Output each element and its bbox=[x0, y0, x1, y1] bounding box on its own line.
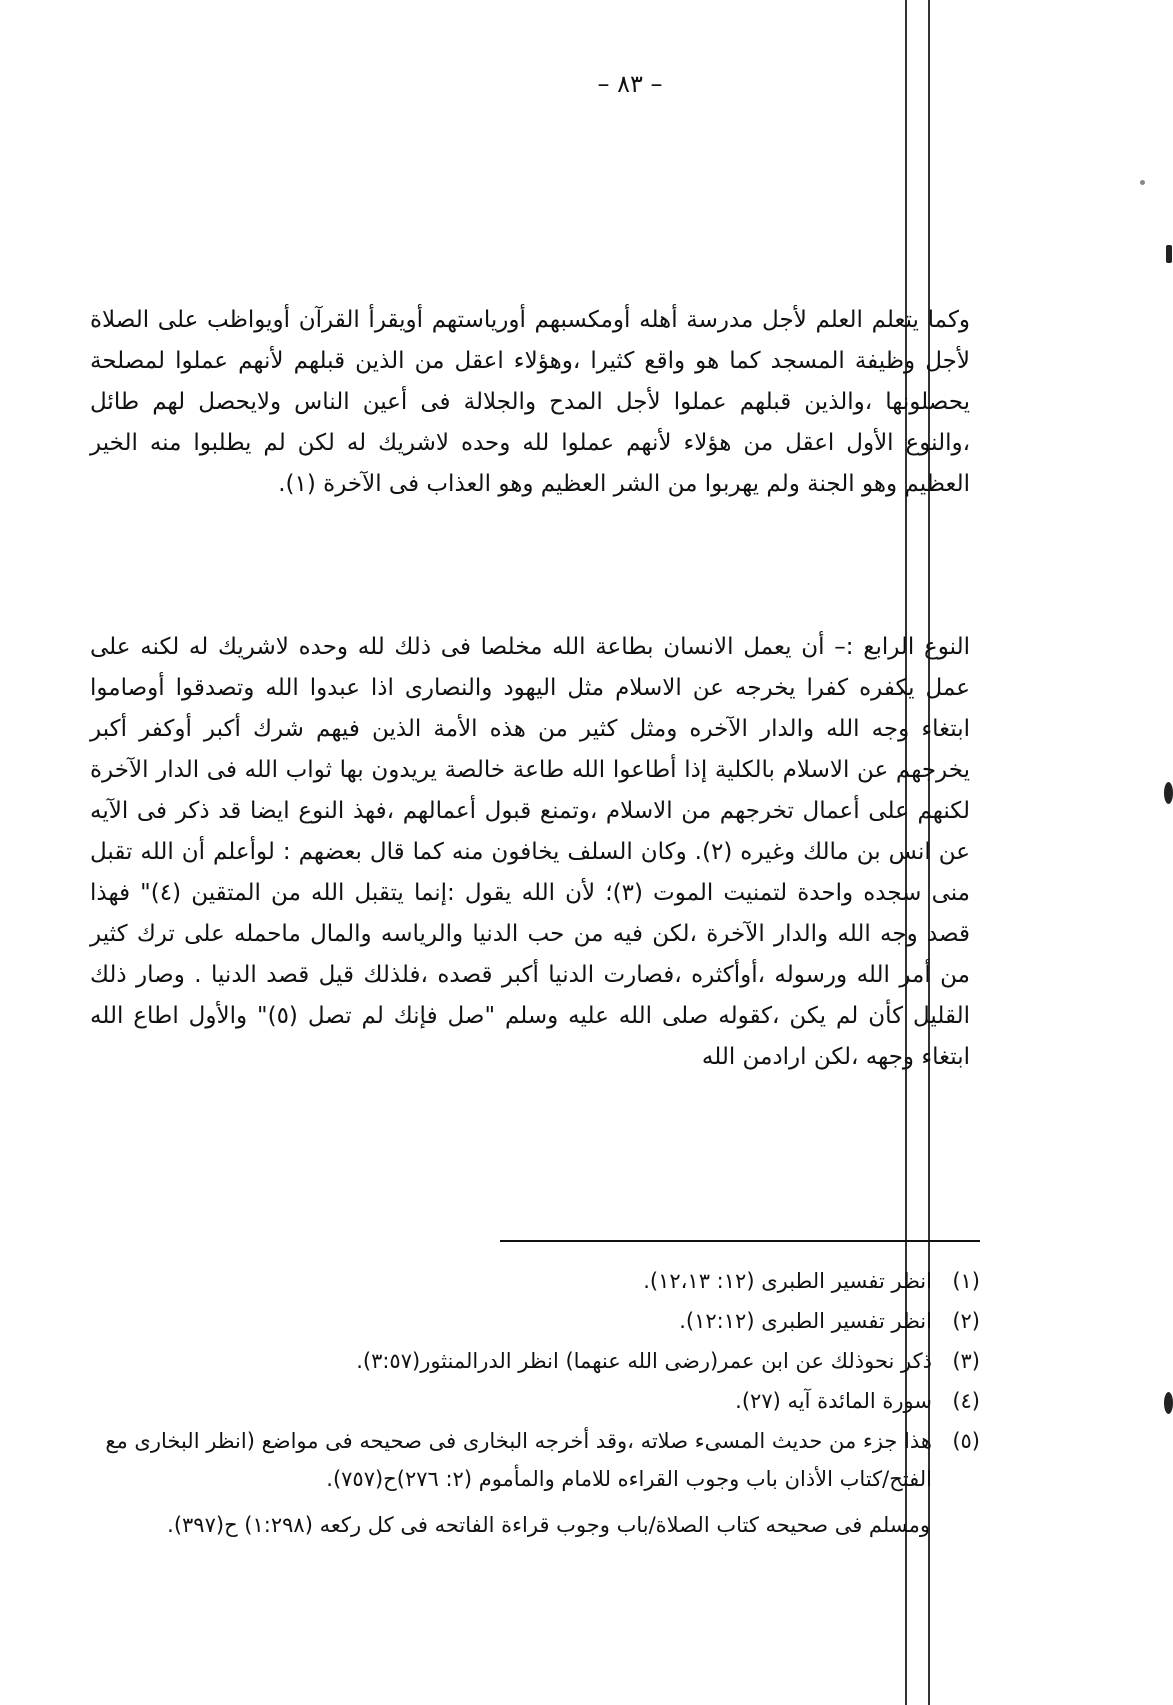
footnote-text: هذا جزء من حديث المسىء صلاته ،وقد أخرجه البخارى فى صحيحه فى مواضع (انظر البخارى مع الفتح/كتاب الأذان باب وجوب القراءه للامام والمأموم (٢: ٢٧٦)ح(٧٥٧). bbox=[105, 1429, 932, 1491]
paragraph-1: وكما يتعلم العلم لأجل مدرسة أهله أومكسبهم أورياستهم أويقرأ القرآن أويواظب على الصلاة لأجل وظيفة المسجد كما هو واقع كثيرا ،وهؤلاء اعقل من الذين قبلهم لأنهم عملوا لمصلحة يحصلونها ،والذين قبلهم عملوا لأجل المدح والجلالة فى أعين الناس ولايحصل لهم طائل ،والنوع الأول اعقل من هؤلاء لأنهم عملوا لله وحده لاشريك له لكن لم يطلبوا منه الخير العظيم وهو الجنة ولم يهربوا من الشر العظيم وهو العذاب فى الآخرة (١). bbox=[90, 307, 970, 497]
scan-speck bbox=[1164, 782, 1173, 804]
page-number: – ٨٣ – bbox=[597, 70, 663, 98]
footnote-number: (٣) bbox=[952, 1349, 980, 1373]
footnote-divider bbox=[500, 1240, 980, 1242]
scan-speck bbox=[1140, 180, 1145, 185]
footnote-1 bbox=[90, 1262, 980, 1300]
footnote-text: انظر تفسير الطبرى (١٢:١٢). bbox=[679, 1309, 932, 1333]
footnote-text: انظر تفسير الطبرى (١٢: ١٢،١٣). bbox=[643, 1269, 932, 1293]
footnote-5 bbox=[90, 1422, 980, 1498]
scan-speck bbox=[1164, 1392, 1173, 1414]
footnote-number: (٢) bbox=[952, 1309, 980, 1333]
scan-speck bbox=[1166, 245, 1172, 263]
footnote-number: (١) bbox=[952, 1269, 980, 1293]
footnote-number: (٥) bbox=[952, 1429, 980, 1453]
footnote-text: سورة المائدة آيه (٢٧). bbox=[735, 1389, 932, 1413]
footnote-continuation: ومسلم فى صحيحه كتاب الصلاة/باب وجوب قراءة الفاتحه فى كل ركعه (١:٢٩٨) ح(٣٩٧). bbox=[167, 1513, 930, 1537]
footnote-number: (٤) bbox=[952, 1389, 980, 1413]
footnote-4 bbox=[90, 1382, 980, 1420]
footnote-3 bbox=[90, 1342, 980, 1380]
paragraph-2: النوع الرابع :– أن يعمل الانسان بطاعة الله مخلصا فى ذلك لله وحده لاشريك له لكنه على عمل يكفره كفرا يخرجه عن الاسلام مثل اليهود والنصارى اذا عبدوا الله وتصدقوا أوصاموا ابتغاء وجه الله والدار الآخره ومثل كثير من هذه الأمة الذين فيهم شرك أكبر أوكفر أكبر يخرجهم عن الاسلام بالكلية إذا أطاعوا الله طاعة خالصة يريدون بها ثواب الله فى الدار الآخرة لكنهم على أعمال تخرجهم من الاسلام ،وتمنع قبول أعمالهم ،فهذ النوع ايضا قد ذكر فى الآيه عن انس بن مالك وغيره (٢). وكان السلف يخافون منه كما قال بعضهم : لوأعلم أن الله تقبل منى سجده واحدة لتمنيت الموت (٣)؛ لأن الله يقول :إنما يتقبل الله من المتقين (٤)" فهذا قصد وجه الله والدار الآخرة ،لكن فيه من حب الدنيا والرياسه والمال ماحمله على ترك كثير من أمر الله ورسوله ،أوأكثره ،فصارت الدنيا أكبر قصده ،فلذلك قيل قصد الدنيا . وصار ذلك القليل كأن لم يكن ،كقوله صلى الله عليه وسلم "صل فإنك لم تصل (٥)" والأول اطاع الله ابتغاء وجهه ،لكن ارادمن الله bbox=[90, 634, 970, 1070]
footnote-2 bbox=[90, 1302, 980, 1340]
footnote-text: ذكر نحوذلك عن ابن عمر(رضى الله عنهما) انظر الدرالمنثور(٣:٥٧). bbox=[356, 1349, 932, 1373]
footnotes bbox=[90, 1262, 980, 1546]
